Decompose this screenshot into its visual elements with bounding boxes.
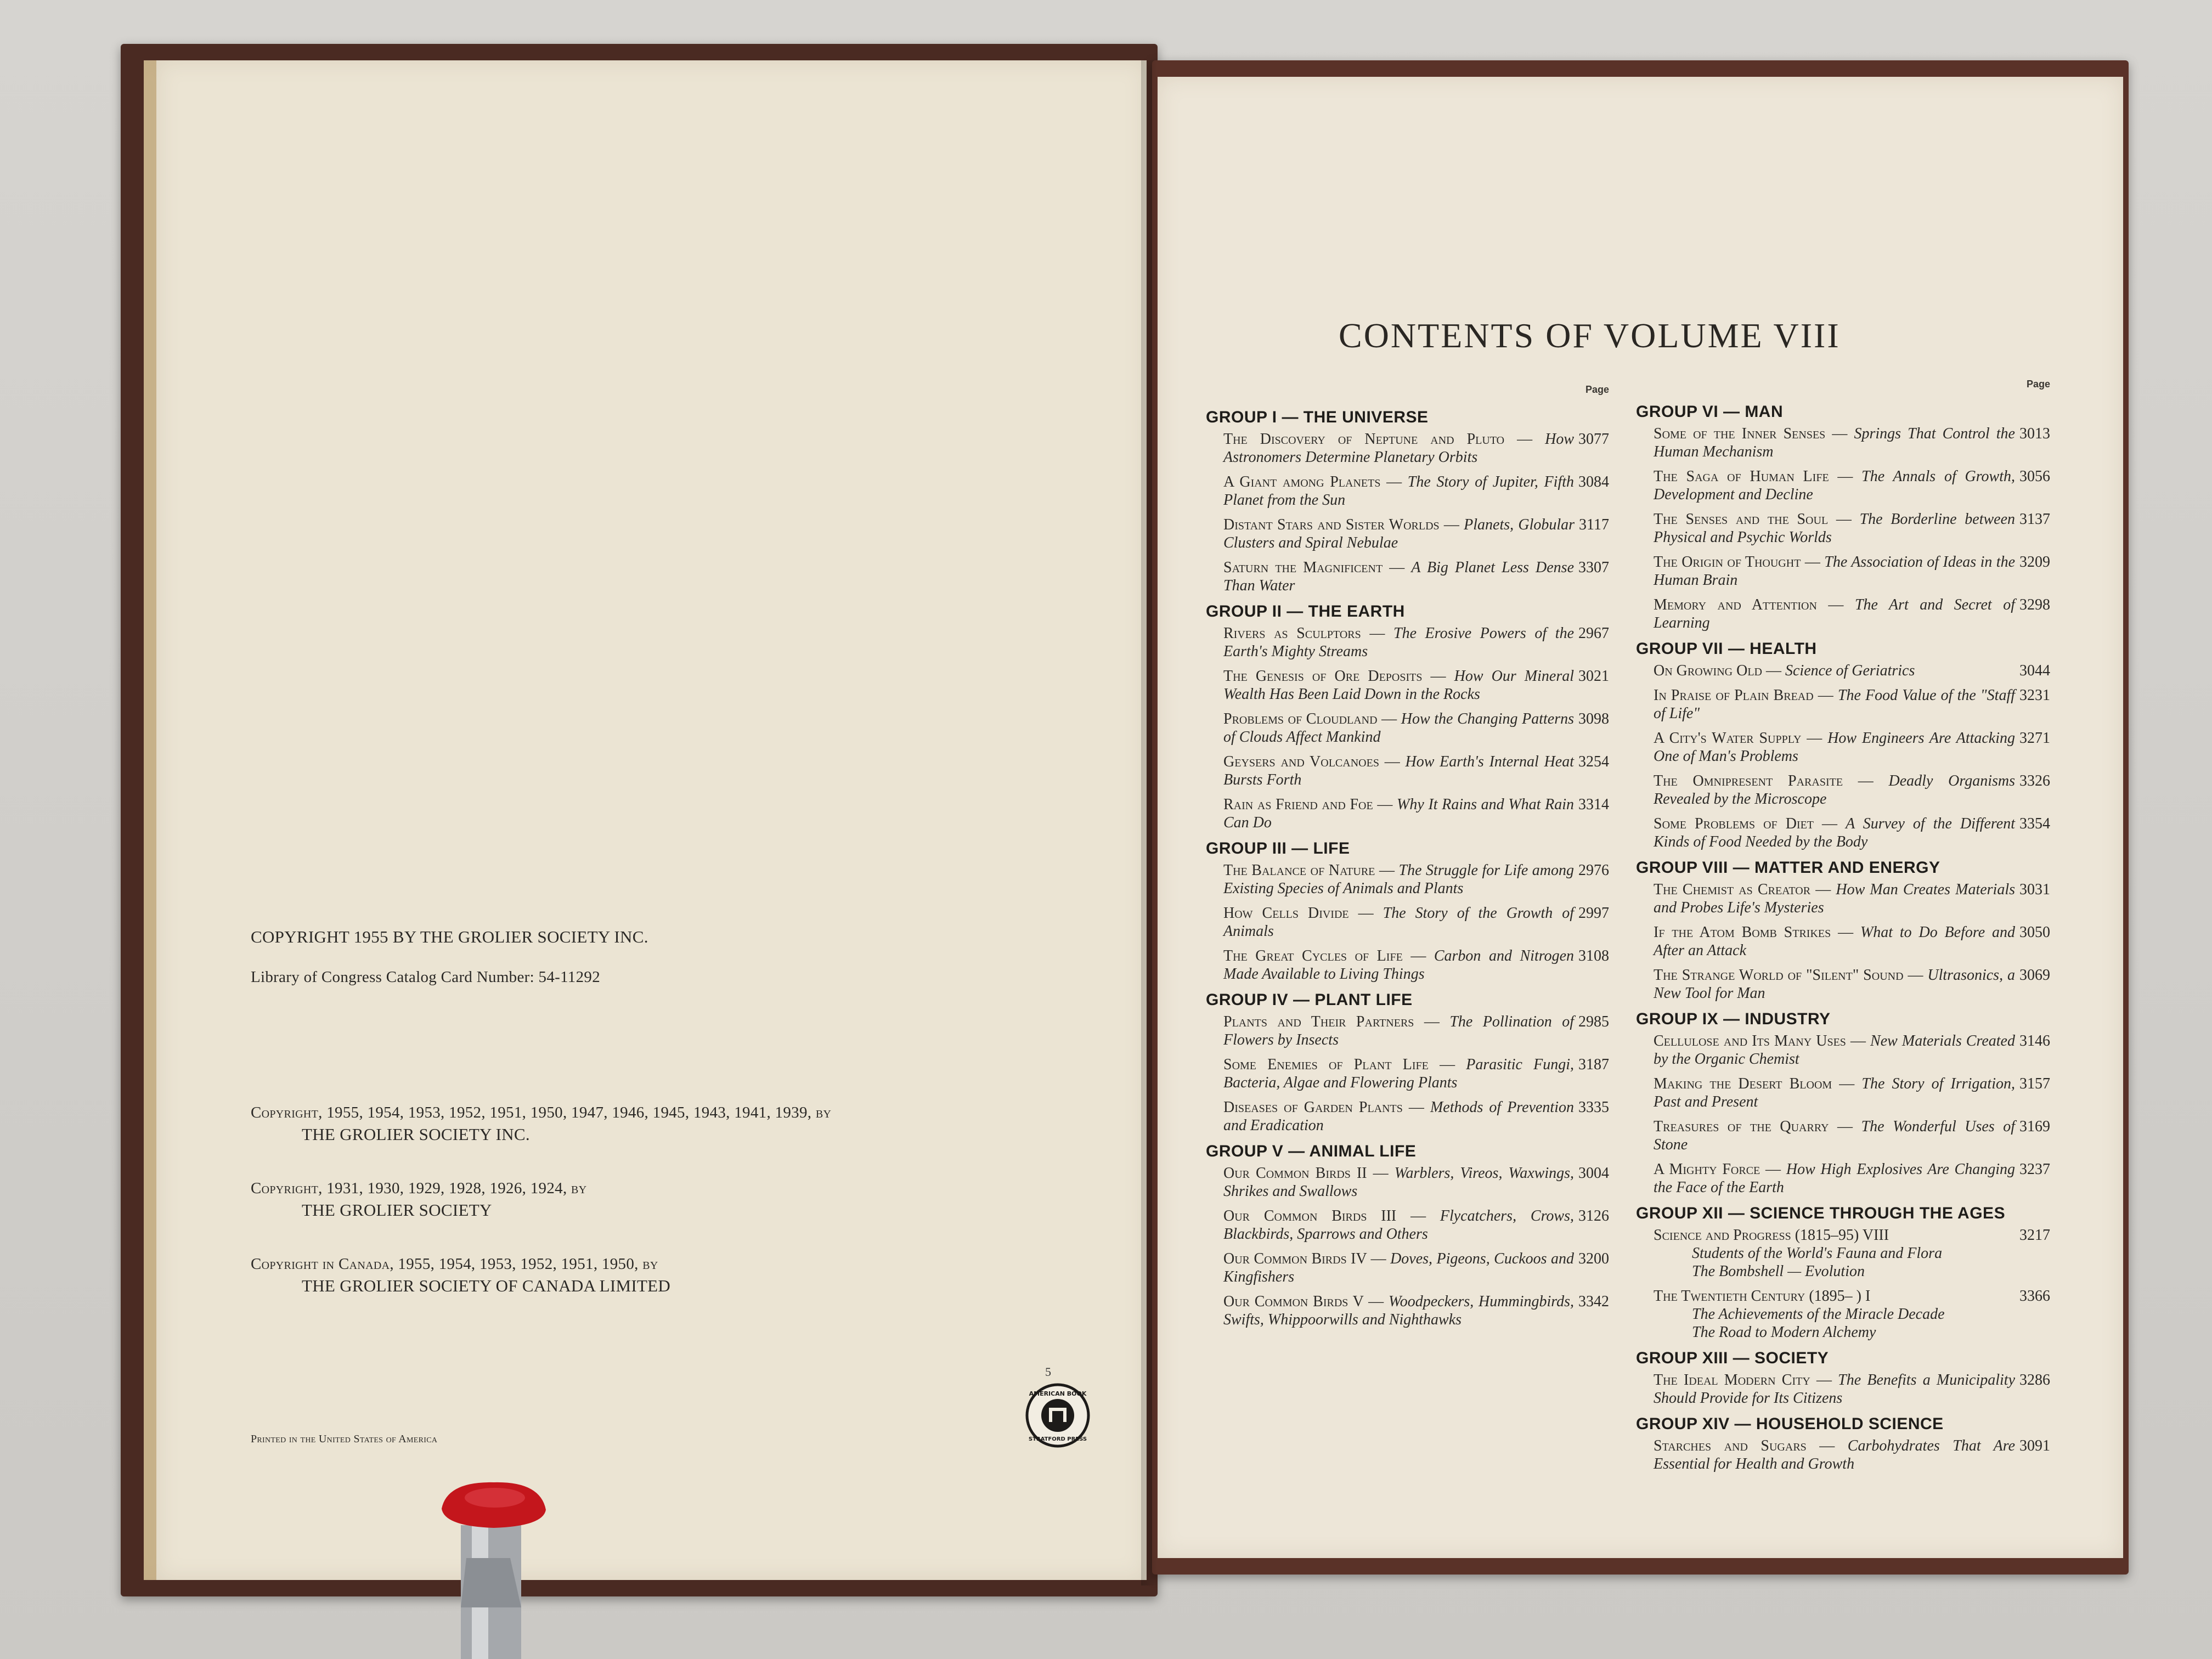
entry-title: Distant Stars and Sister Worlds —: [1223, 516, 1459, 533]
contents-entry: [1223, 1164, 1609, 1200]
copyright-main: COPYRIGHT 1955 BY THE GROLIER SOCIETY INC.: [251, 927, 648, 946]
entry-page-number: 3098: [1578, 710, 1609, 727]
page-column-label: Page: [2026, 379, 2050, 390]
entry-subtitle: Carbon and Nitrogen Made Available to Living Things: [1223, 947, 1575, 983]
seal-text-top: AMERICAN BOOK: [1029, 1390, 1087, 1397]
contents-entry: [1654, 1226, 2050, 1280]
contents-entry: [1223, 795, 1609, 832]
entry-page-number: 3354: [2019, 815, 2050, 832]
entry-subtitle: How the Changing Patterns of Clouds Affect Mankind: [1223, 710, 1575, 746]
entry-subtitle: How Our Mineral Wealth Has Been Laid Down in the Rocks: [1223, 668, 1574, 703]
entry-page-number: 3200: [1578, 1250, 1609, 1267]
contents-entry: [1654, 1118, 2050, 1154]
contents-entry: [1223, 1250, 1609, 1286]
page-column-label: Page: [1585, 384, 1609, 395]
contents-entry: [1223, 1056, 1609, 1092]
entry-title: The Omnipresent Parasite —: [1654, 772, 1874, 789]
entry-page-number: 3209: [2019, 554, 2050, 571]
copyright-holder-1: THE GROLIER SOCIETY INC.: [302, 1125, 530, 1144]
entry-page-number: 3004: [1578, 1165, 1609, 1182]
contents-entry: [1654, 467, 2050, 504]
copyright-holder-2: THE GROLIER SOCIETY: [302, 1200, 492, 1220]
entry-title: Problems of Cloudland —: [1223, 710, 1397, 727]
contents-entry: [1654, 729, 2050, 765]
entry-title: In Praise of Plain Bread —: [1654, 687, 1833, 704]
entry-page-number: 3077: [1578, 431, 1609, 448]
entry-title: Rain as Friend and Foe —: [1223, 796, 1393, 813]
seal-text-bottom: STRATFORD PRESS: [1028, 1436, 1087, 1442]
entry-title: A City's Water Supply —: [1654, 730, 1822, 747]
entry-subtitle: Doves, Pigeons, Cuckoos and Kingfishers: [1223, 1250, 1575, 1285]
contents-entry: [1223, 667, 1609, 703]
entry-subtitle: Planets, Globular Clusters and Spiral Nebulae: [1223, 516, 1575, 551]
entry-subtopic: The Achievements of the Miracle Decade: [1692, 1306, 1945, 1323]
entry-title: Cellulose and Its Many Uses —: [1654, 1032, 1866, 1049]
entry-subtitle: The Food Value of the "Staff of Life": [1654, 687, 2015, 722]
group-heading: GROUP XIII — SOCIETY: [1636, 1349, 1829, 1367]
contents-entry: [1223, 1293, 1609, 1329]
contents-entry: [1654, 686, 2050, 723]
contents-entry: [1654, 1437, 2050, 1473]
group-heading: GROUP III — LIFE: [1206, 839, 1350, 857]
entry-title: The Twentieth Century (1895– ) I: [1654, 1288, 1871, 1305]
entry-subtitle: The Erosive Powers of the Earth's Mighty Streams: [1223, 625, 1575, 660]
entry-page-number: 3137: [2019, 511, 2050, 528]
contents-entry: [1654, 772, 2050, 808]
contents-entry: [1223, 904, 1609, 940]
entry-page-number: 3021: [1578, 668, 1609, 685]
contents-entry: [1654, 596, 2050, 632]
entry-page-number: 3298: [2019, 596, 2050, 613]
union-seal-icon: [1025, 1383, 1091, 1448]
page-title: CONTENTS OF VOLUME VIII: [1339, 316, 1841, 355]
entry-page-number: 2967: [1578, 625, 1609, 642]
entry-subtitle: A Big Planet Less Dense Than Water: [1223, 559, 1574, 594]
page-number: 5: [1045, 1365, 1051, 1379]
contents-entry: [1223, 753, 1609, 789]
entry-page-number: 3146: [2019, 1032, 2050, 1049]
contents-entry: [1654, 923, 2050, 960]
entry-subtitle: Why It Rains and What Rain Can Do: [1223, 796, 1575, 831]
copyright-holder-3: THE GROLIER SOCIETY OF CANADA LIMITED: [302, 1276, 671, 1295]
entry-subtitle: Science of Geriatrics: [1785, 662, 1915, 679]
entry-page-number: 3231: [2019, 687, 2050, 704]
group-heading: GROUP V — ANIMAL LIFE: [1206, 1142, 1417, 1160]
contents-entry: [1223, 430, 1609, 466]
entry-title: Saturn the Magnificent —: [1223, 559, 1405, 576]
contents-entry: [1223, 1207, 1609, 1243]
entry-page-number: 3366: [2019, 1288, 2050, 1305]
contents-column-left: [1206, 384, 1609, 1335]
entry-title: Making the Desert Bloom —: [1654, 1075, 1855, 1092]
entry-subtitle: Methods of Prevention and Eradication: [1223, 1099, 1574, 1134]
entry-subtitle: New Materials Created by the Organic Chemist: [1654, 1032, 2015, 1068]
contents-entry: [1654, 662, 2050, 680]
entry-page-number: 3342: [1578, 1293, 1609, 1310]
entry-subtitle: How Engineers Are Attacking One of Man's Problems: [1654, 730, 2016, 765]
entry-subtitle: The Story of Irrigation, Past and Present: [1654, 1075, 2015, 1110]
contents-entry: [1654, 966, 2050, 1002]
entry-page-number: 3286: [2019, 1372, 2050, 1389]
entry-subtitle: How High Explosives Are Changing the Face of the Earth: [1654, 1161, 2015, 1196]
entry-page-number: 2976: [1578, 862, 1609, 879]
entry-subtitle: Woodpeckers, Hummingbirds, Swifts, Whippoorwills and Nighthawks: [1223, 1293, 1575, 1328]
contents-entry: [1654, 881, 2050, 917]
entry-subtitle: The Wonderful Uses of Stone: [1654, 1118, 2016, 1153]
entry-title: The Ideal Modern City —: [1654, 1372, 1832, 1389]
group-heading: GROUP XIV — HOUSEHOLD SCIENCE: [1636, 1415, 1944, 1433]
entry-page-number: 3187: [1578, 1056, 1609, 1073]
group-heading: GROUP VIII — MATTER AND ENERGY: [1636, 859, 1940, 877]
entry-title: Some Enemies of Plant Life —: [1223, 1056, 1455, 1073]
entry-title: Our Common Birds III —: [1223, 1207, 1426, 1224]
entry-page-number: 3050: [2019, 924, 2050, 941]
entry-subtitle: A Survey of the Different Kinds of Food Needed by the Body: [1654, 815, 2015, 850]
entry-subtitle: The Borderline between Physical and Psychic Worlds: [1654, 511, 2016, 546]
entry-subtitle: The Benefits a Municipality Should Provide for Its Citizens: [1654, 1372, 2015, 1407]
entry-title: Diseases of Garden Plants —: [1223, 1099, 1424, 1116]
entry-page-number: 3157: [2019, 1075, 2050, 1092]
entry-page-number: 3031: [2019, 881, 2050, 898]
entry-page-number: 3217: [2019, 1227, 2050, 1244]
contents-entry: [1223, 947, 1609, 983]
page-edge: [144, 60, 157, 1580]
entry-page-number: 3326: [2019, 772, 2050, 789]
entry-page-number: 3084: [1578, 473, 1609, 490]
group-heading: GROUP IX — INDUSTRY: [1636, 1010, 1831, 1028]
entry-subtopic: Students of the World's Fauna and Flora: [1692, 1245, 1943, 1262]
entry-subtitle: The Pollination of Flowers by Insects: [1223, 1013, 1574, 1048]
entry-title: Memory and Attention —: [1654, 596, 1844, 613]
entry-title: On Growing Old —: [1654, 662, 1781, 679]
entry-subtitle: Deadly Organisms Revealed by the Microscope: [1654, 772, 2015, 808]
contents-entry: [1223, 473, 1609, 509]
entry-title: Our Common Birds V —: [1223, 1293, 1384, 1310]
entry-page-number: 3126: [1578, 1207, 1609, 1224]
entry-title: If the Atom Bomb Strikes —: [1654, 924, 1854, 941]
entry-title: How Cells Divide —: [1223, 905, 1374, 922]
entry-title: Geysers and Volcanoes —: [1223, 753, 1400, 770]
contents-column-right: [1636, 379, 2050, 1480]
entry-page-number: 2985: [1578, 1013, 1609, 1030]
group-heading: GROUP VII — HEALTH: [1636, 640, 1817, 658]
entry-page-number: 3069: [2019, 967, 2050, 984]
contents-entry: [1654, 815, 2050, 851]
contents-entry: [1654, 553, 2050, 589]
entry-page-number: 3013: [2019, 425, 2050, 442]
contents-entry: [1654, 425, 2050, 461]
entry-title: The Great Cycles of Life —: [1223, 947, 1426, 964]
entry-subtitle: Parasitic Fungi, Bacteria, Algae and Flowering Plants: [1223, 1056, 1575, 1091]
contents-entry: [1654, 1287, 2050, 1341]
entry-subtitle: Warblers, Vireos, Waxwings, Shrikes and Swallows: [1223, 1165, 1575, 1200]
contents-entry: [1223, 1013, 1609, 1049]
group-heading: GROUP XII — SCIENCE THROUGH THE AGES: [1636, 1204, 2006, 1222]
entry-title: Science and Progress (1815–95) VIII: [1654, 1227, 1889, 1244]
entry-page-number: 2997: [1578, 905, 1609, 922]
entry-subtitle: Carbohydrates That Are Essential for Health and Growth: [1654, 1437, 2016, 1472]
contents-entry: [1223, 710, 1609, 746]
contents-entry: [1654, 1032, 2050, 1068]
entry-page-number: 3307: [1578, 559, 1609, 576]
group-heading: GROUP IV — PLANT LIFE: [1206, 991, 1413, 1009]
entry-title: A Mighty Force —: [1654, 1161, 1781, 1178]
entry-subtitle: The Struggle for Life among Existing Species of Animals and Plants: [1223, 862, 1575, 897]
contents-entry: [1654, 1160, 2050, 1197]
entry-subtitle: The Association of Ideas in the Human Brain: [1654, 554, 2015, 589]
entry-title: Some Problems of Diet —: [1654, 815, 1838, 832]
entry-page-number: 3271: [2019, 730, 2050, 747]
entry-page-number: 3335: [1578, 1099, 1609, 1116]
contents-entry: [1654, 1075, 2050, 1111]
contents-entry: [1223, 558, 1609, 595]
entry-title: Our Common Birds II —: [1223, 1165, 1389, 1182]
entry-page-number: 3237: [2019, 1161, 2050, 1178]
entry-page-number: 3108: [1578, 947, 1609, 964]
bookmark-clip: [433, 1476, 554, 1659]
entry-subtitle: Springs That Control the Human Mechanism: [1654, 425, 2015, 460]
entry-title: Treasures of the Quarry —: [1654, 1118, 1853, 1135]
entry-title: Some of the Inner Senses —: [1654, 425, 1848, 442]
entry-subtitle: The Annals of Growth, Development and Decline: [1654, 468, 2016, 503]
entry-subtitle: The Story of the Growth of Animals: [1223, 905, 1575, 940]
entry-title: A Giant among Planets —: [1223, 473, 1402, 490]
entry-page-number: 3314: [1578, 796, 1609, 813]
group-heading: GROUP I — THE UNIVERSE: [1206, 408, 1429, 426]
copyright-list-3: Copyright in Canada, 1955, 1954, 1953, 1952, 1951, 1950, by: [251, 1255, 658, 1273]
entry-subtitle: The Story of Jupiter, Fifth Planet from the Sun: [1223, 473, 1575, 509]
entry-page-number: 3056: [2019, 468, 2050, 485]
left-page: [156, 60, 1147, 1580]
entry-page-number: 3091: [2019, 1437, 2050, 1454]
entry-title: The Origin of Thought —: [1654, 554, 1820, 571]
entry-subtitle: Ultrasonics, a New Tool for Man: [1654, 967, 2016, 1002]
entry-subtitle: How Earth's Internal Heat Bursts Forth: [1223, 753, 1575, 788]
entry-subtopic: The Road to Modern Alchemy: [1692, 1324, 1876, 1341]
contents-entry: [1223, 1098, 1609, 1135]
entry-subtopic: The Bombshell — Evolution: [1692, 1263, 1865, 1280]
catalog-card-number: Library of Congress Catalog Card Number: 54-11292: [251, 968, 600, 986]
entry-title: Our Common Birds IV —: [1223, 1250, 1386, 1267]
entry-page-number: 3117: [1579, 516, 1609, 533]
entry-subtitle: The Art and Secret of Learning: [1654, 596, 2015, 631]
entry-title: Starches and Sugars —: [1654, 1437, 1835, 1454]
group-heading: GROUP II — THE EARTH: [1206, 602, 1405, 620]
contents-entry: [1223, 861, 1609, 898]
entry-title: The Balance of Nature —: [1223, 862, 1395, 879]
entry-title: The Strange World of "Silent" Sound —: [1654, 967, 1923, 984]
entry-title: Plants and Their Partners —: [1223, 1013, 1440, 1030]
contents-entry: [1654, 1371, 2050, 1407]
entry-page-number: 3254: [1578, 753, 1609, 770]
entry-subtitle: Flycatchers, Crows, Blackbirds, Sparrows and Others: [1223, 1207, 1574, 1243]
entry-subtitle: How Man Creates Materials and Probes Life's Mysteries: [1654, 881, 2016, 916]
entry-title: The Genesis of Ore Deposits —: [1223, 668, 1446, 685]
entry-title: The Chemist as Creator —: [1654, 881, 1831, 898]
group-heading: GROUP VI — MAN: [1636, 403, 1784, 421]
entry-title: The Saga of Human Life —: [1654, 468, 1853, 485]
entry-title: The Senses and the Soul —: [1654, 511, 1852, 528]
printed-in-note: Printed in the United States of America: [251, 1433, 438, 1445]
contents-entry: [1654, 510, 2050, 546]
entry-title: The Discovery of Neptune and Pluto —: [1223, 431, 1533, 448]
copyright-list-2: Copyright, 1931, 1930, 1929, 1928, 1926, 1924, by: [251, 1180, 587, 1197]
book-gutter: [1141, 60, 1169, 1585]
copyright-list-1: Copyright, 1955, 1954, 1953, 1952, 1951, 1950, 1947, 1946, 1945, 1943, 1941, 1939, by: [251, 1104, 832, 1121]
entry-page-number: 3044: [2019, 662, 2050, 679]
entry-title: Rivers as Sculptors —: [1223, 625, 1385, 642]
entry-page-number: 3169: [2019, 1118, 2050, 1135]
contents-entry: [1223, 516, 1609, 552]
entry-subtitle: How Astronomers Determine Planetary Orbits: [1223, 431, 1574, 466]
entry-subtitle: What to Do Before and After an Attack: [1654, 924, 2015, 959]
contents-entry: [1223, 624, 1609, 661]
